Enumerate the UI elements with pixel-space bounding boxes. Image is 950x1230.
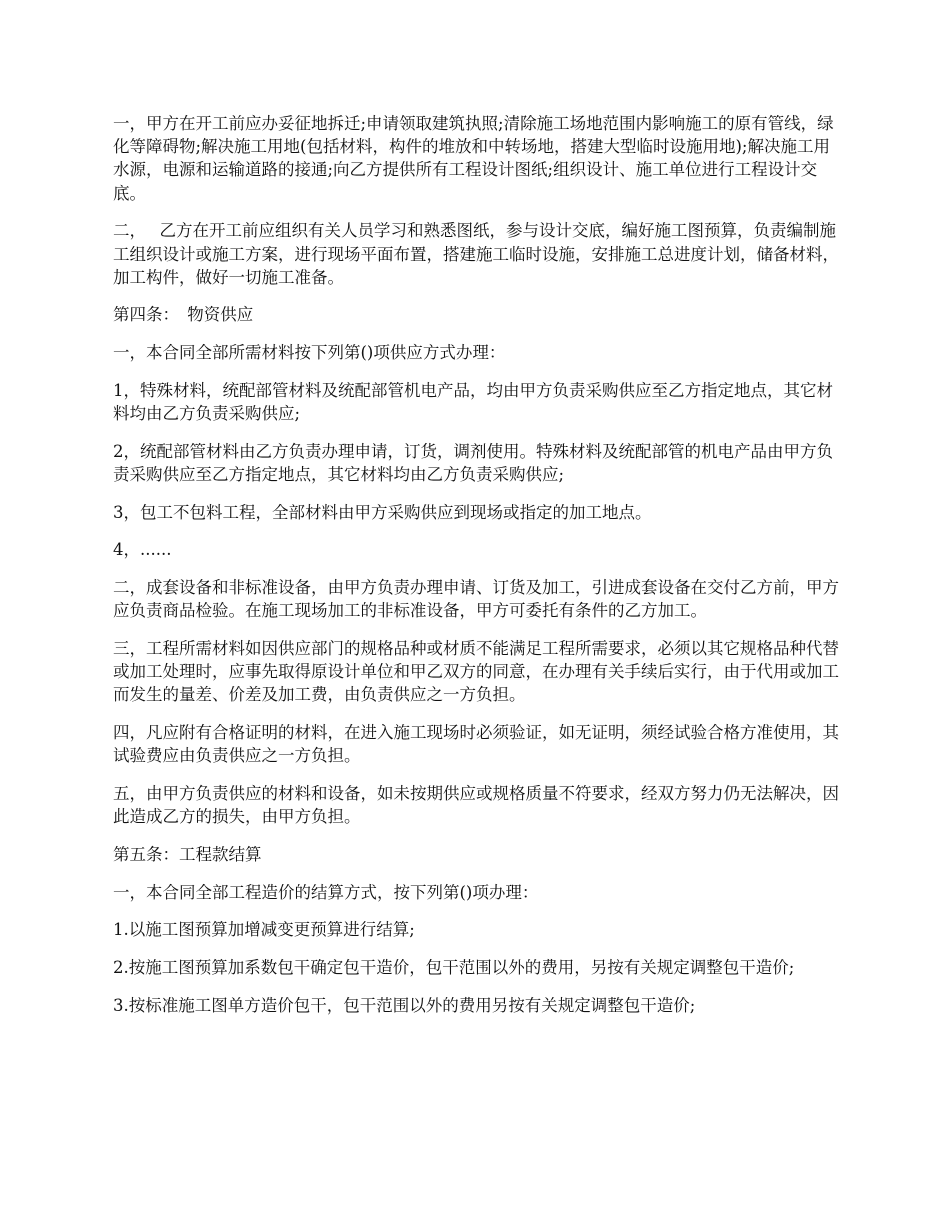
list-item-4: 4，...... (113, 540, 172, 560)
list-item-2: 2，统配部管材料由乙方负责办理申请，订货，调剂使用。特殊材料及统配部管的机电产品由甲方负责采购供应至乙方指定地点，其它材料均由乙方负责采购供应; (113, 441, 833, 484)
section-heading-article-5: 第五条：工程款结算 (113, 844, 262, 864)
paragraph-1: 一，甲方在开工前应办妥征地拆迁;申请领取建筑执照;清除施工场地范围内影响施工的原有管线，绿化等障碍物;解决施工用地(包括材料，构件的堆放和中转场地，搭建大型临时设施用地);解决施工用水源，电源和运输道路的接通;向乙方提供所有工程设计图纸;组织设计、施工单位进行工程设计交底。 (113, 114, 834, 203)
paragraph-5: 三，工程所需材料如因供应部门的规格品种或材质不能满足工程所需要求，必须以其它规格品种代替或加工处理时，应事先取得原设计单位和甲乙双方的同意，在办理有关手续后实行，由于代用或加工而发生的量差、价差及加工费，由负责供应之一方负担。 (113, 638, 839, 705)
document-body (113, 112, 843, 1031)
section-heading-article-4: 第四条： 物资供应 (113, 305, 254, 325)
paragraph-2: 二， 乙方在开工前应组织有关人员学习和熟悉图纸，参与设计交底，编好施工图预算，负责编制施工组织设计或施工方案，进行现场平面布置，搭建施工临时设施，安排施工总进度计划，储备材料，加工构件，做好一切施工准备。 (113, 221, 839, 287)
paragraph-4: 二，成套设备和非标准设备，由甲方负责办理申请、订货及加工，引进成套设备在交付乙方前，甲方应负责商品检验。在施工现场加工的非标准设备，甲方可委托有条件的乙方加工。 (113, 578, 839, 621)
paragraph-7: 五，由甲方负责供应的材料和设备，如未按期供应或规格质量不符要求，经双方努力仍无法解决，因此造成乙方的损失，由甲方负担。 (113, 783, 839, 827)
list-item-1: 1，特殊材料，统配部管材料及统配部管机电产品，均由甲方负责采购供应至乙方指定地点，其它材料均由乙方负责采购供应; (113, 380, 833, 424)
list-item-5: 1.以施工图预算加增减变更预算进行结算; (113, 920, 415, 940)
paragraph-8: 一，本合同全部工程造价的结算方式，按下列第()项办理： (113, 882, 539, 902)
list-item-6: 2.按施工图预算加系数包干确定包干造价，包干范围以外的费用，另按有关规定调整包干造价; (113, 957, 795, 977)
paragraph-3: 一，本合同全部所需材料按下列第()项供应方式办理： (113, 343, 506, 363)
paragraph-6: 四，凡应附有合格证明的材料，在进入施工现场时必须验证，如无证明，须经试验合格方准使用，其试验费应由负责供应之一方负担。 (113, 723, 839, 766)
list-item-7: 3.按标准施工图单方造价包干，包干范围以外的费用另按有关规定调整包干造价; (113, 995, 696, 1015)
list-item-3: 3，包工不包料工程，全部材料由甲方采购供应到现场或指定的加工地点。 (113, 502, 652, 522)
